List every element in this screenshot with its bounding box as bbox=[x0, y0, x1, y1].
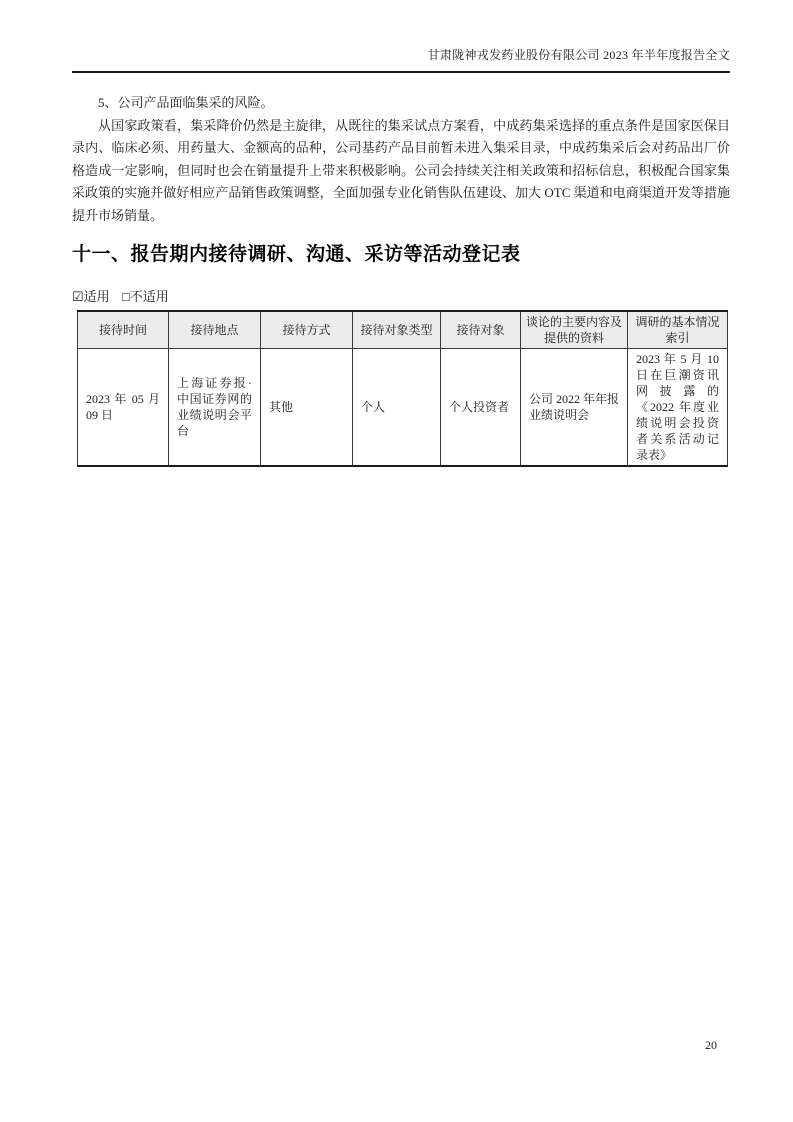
applicability-row bbox=[72, 289, 730, 305]
col-header-reception-time: 接待时间 bbox=[78, 311, 169, 349]
reception-activity-table bbox=[77, 310, 728, 467]
cell-object-type: 个人 bbox=[353, 349, 441, 467]
report-title: 甘肃陇神戎发药业股份有限公司 2023 年半年度报告全文 bbox=[427, 48, 730, 62]
page-content bbox=[72, 92, 730, 467]
table-row bbox=[78, 349, 728, 467]
risk-item-title: 5、公司产品面临集采的风险。 bbox=[98, 95, 274, 110]
cell-object: 个人投资者 bbox=[441, 349, 521, 467]
table-header-row bbox=[78, 311, 728, 349]
col-header-reception-place: 接待地点 bbox=[169, 311, 261, 349]
cell-main-content: 公司 2022 年年报业绩说明会 bbox=[521, 349, 628, 467]
page-header bbox=[72, 0, 730, 73]
cell-reception-method: 其他 bbox=[261, 349, 353, 467]
risk-paragraph: 从国家政策看，集采降价仍然是主旋律，从既往的集采试点方案看，中成药集采选择的重点条件是国家医保目录内、临床必须、用药量大、金额高的品种，公司基药产品目前暂未进入集采目录，中成药集采后会对药品出厂价格造成一定影响，但同时也会在销量提升上带来积极影响。公司会持续关注相关政策和招标信息，积极配合国家集采政策的实施并做好相应产品销售政策调整，全面加强专业化销售队伍建设、加大 OTC 渠道和电商渠道开发等措施提升市场销量。 bbox=[72, 117, 730, 223]
col-header-main-content: 谈论的主要内容及提供的资料 bbox=[521, 311, 628, 349]
cell-reception-time: 2023 年 05 月 09 日 bbox=[78, 349, 169, 467]
section-heading: 十一、报告期内接待调研、沟通、采访等活动登记表 bbox=[72, 244, 521, 265]
col-header-object: 接待对象 bbox=[441, 311, 521, 349]
cell-basic-info-index: 2023 年 5 月 10 日在巨潮资讯网披露的《2022 年度业绩说明会投资者关系活动记录表》 bbox=[628, 349, 728, 467]
col-header-object-type: 接待对象类型 bbox=[353, 311, 441, 349]
col-header-reception-method: 接待方式 bbox=[261, 311, 353, 349]
cell-reception-place: 上海证券报·中国证券网的业绩说明会平台 bbox=[169, 349, 261, 467]
col-header-basic-info-index: 调研的基本情况索引 bbox=[628, 311, 728, 349]
applicable-checkbox-checked: ☑适用 bbox=[72, 289, 110, 304]
page-number: 20 bbox=[705, 1038, 717, 1052]
not-applicable-checkbox-unchecked: □不适用 bbox=[121, 289, 169, 304]
